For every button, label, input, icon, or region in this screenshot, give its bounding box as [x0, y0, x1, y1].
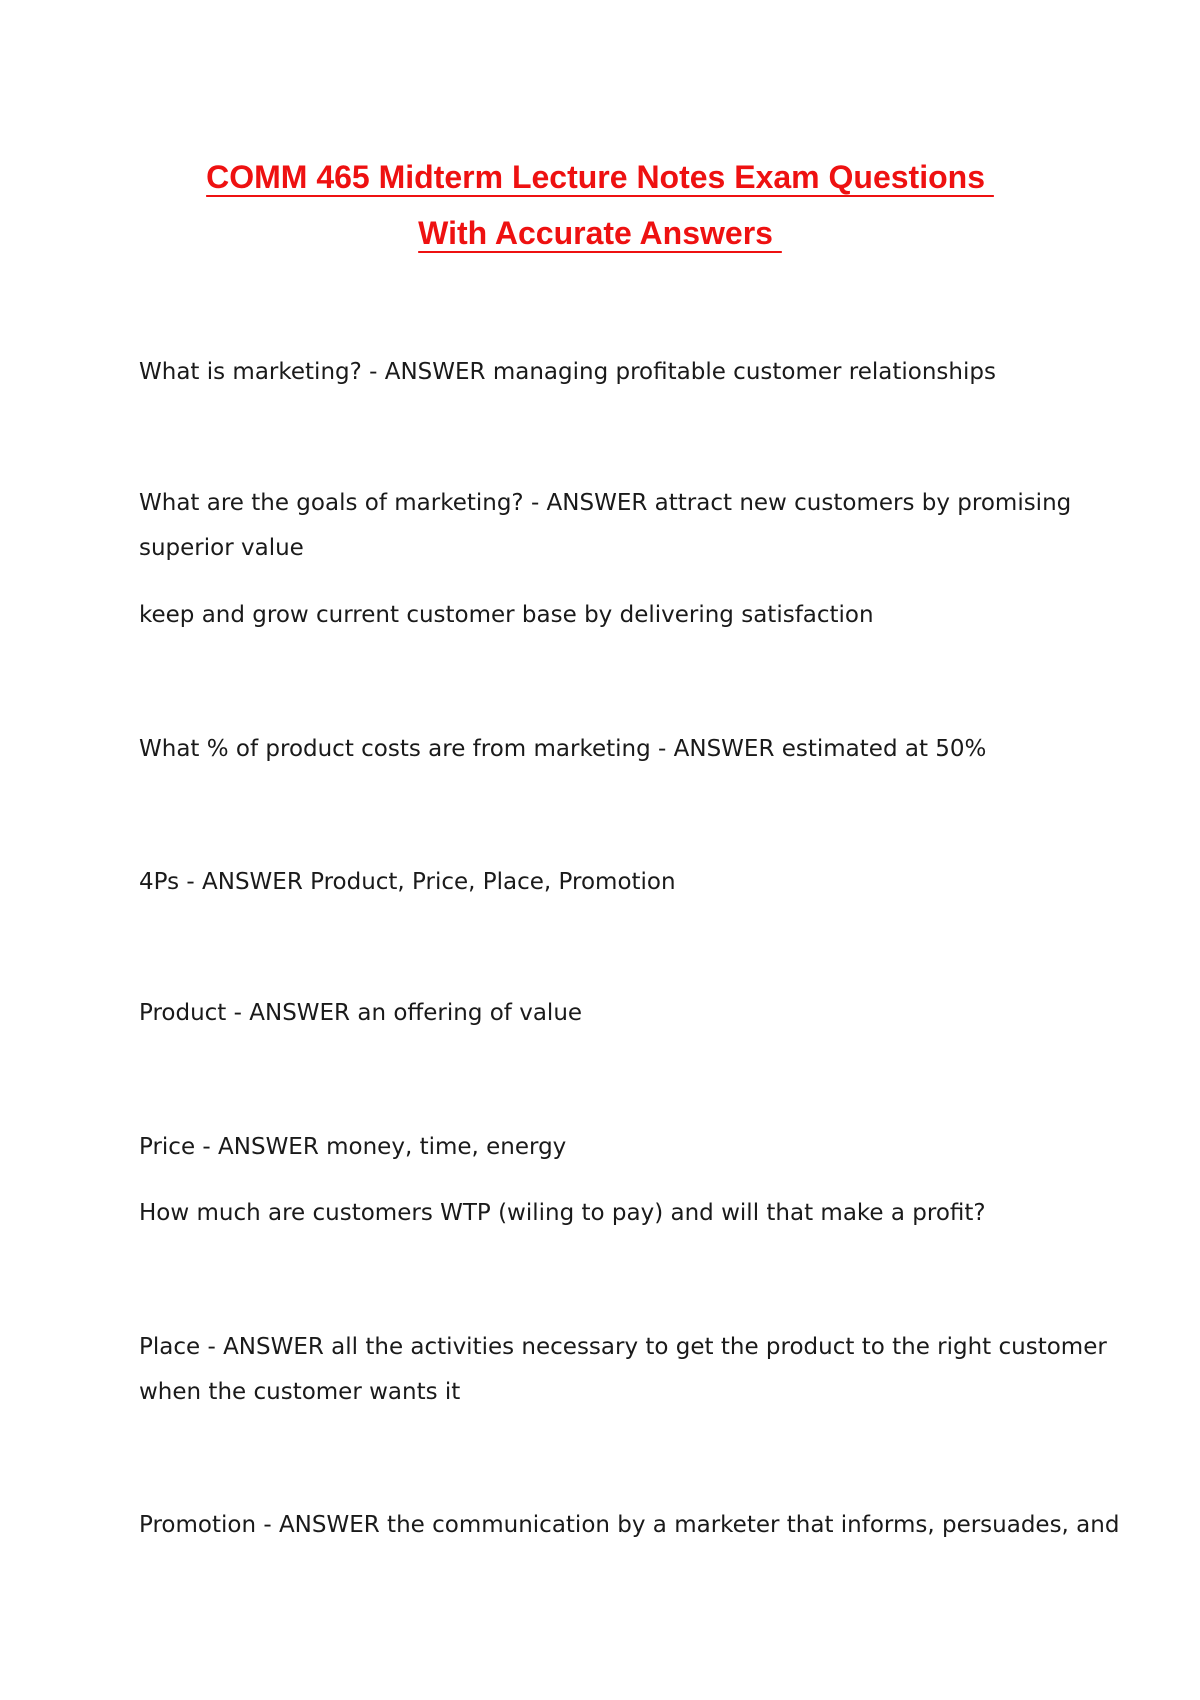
qa-line: when the customer wants it — [139, 1379, 461, 1405]
document-title-line-2: With Accurate Answers — [418, 215, 782, 251]
document-title-line-1: COMM 465 Midterm Lecture Notes Exam Questions — [206, 159, 994, 195]
qa-line: Place - ANSWER all the activities necessary to get the product to the right customer — [139, 1334, 1107, 1360]
qa-line: superior value — [139, 535, 304, 561]
qa-line: How much are customers WTP (wiling to pay) and will that make a profit? — [139, 1200, 986, 1226]
qa-line: What % of product costs are from marketing - ANSWER estimated at 50% — [139, 736, 987, 762]
qa-line: What is marketing? - ANSWER managing profitable customer relationships — [139, 359, 996, 385]
qa-line: What are the goals of marketing? - ANSWER attract new customers by promising — [139, 490, 1072, 516]
qa-line: Promotion - ANSWER the communication by a marketer that informs, persuades, and — [139, 1512, 1120, 1538]
qa-line: Product - ANSWER an offering of value — [139, 1000, 583, 1026]
qa-line: keep and grow current customer base by delivering satisfaction — [139, 602, 874, 628]
qa-line: Price - ANSWER money, time, energy — [139, 1134, 567, 1160]
qa-line: 4Ps - ANSWER Product, Price, Place, Promotion — [139, 869, 676, 895]
